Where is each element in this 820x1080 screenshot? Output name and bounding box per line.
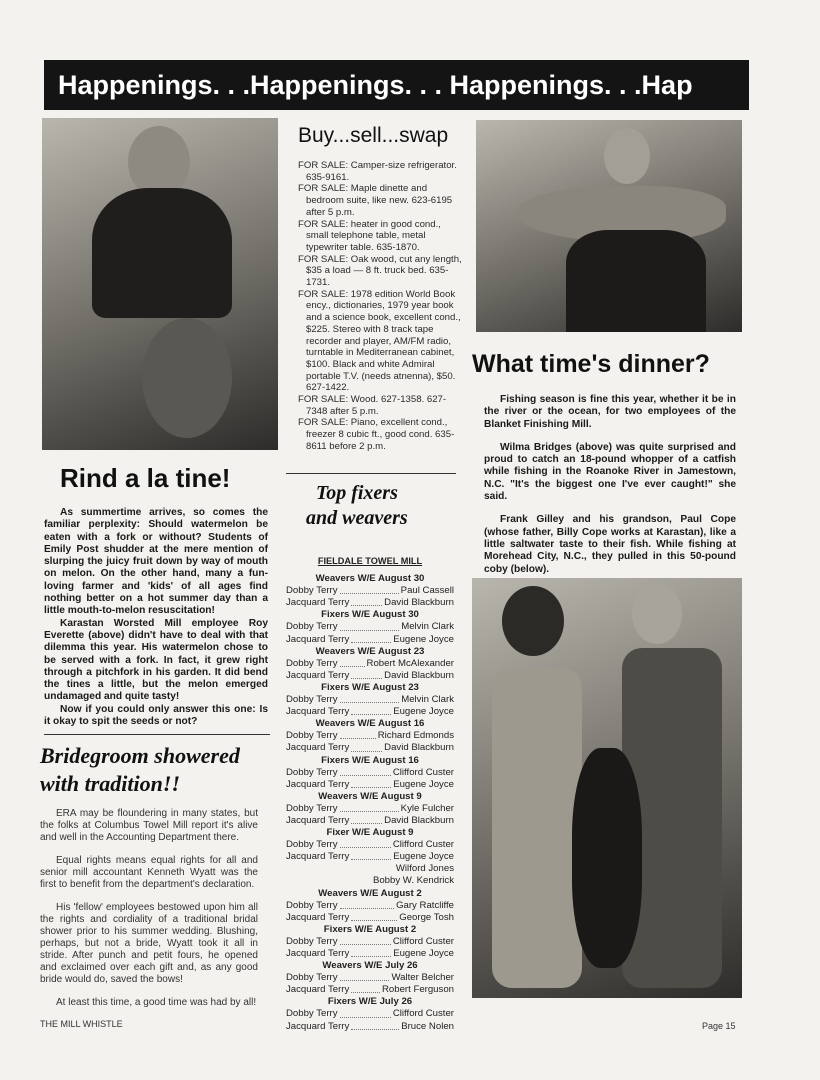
leader-dots — [351, 912, 397, 921]
paragraph: Now if you could only answer this one: Is it okay to spit the seeds or not? — [44, 703, 268, 728]
listing-item: FOR SALE: Camper-size refrigerator. 635-9161. — [298, 160, 457, 183]
employee-name: Clifford Custer — [392, 935, 454, 947]
leader-dots — [340, 839, 391, 848]
loom-type: Dobby Terry — [286, 694, 338, 706]
listing-item: FOR SALE: Wood. 627-1358. 627-7348 after 5 p.m. — [298, 394, 447, 417]
employee-name: George Tosh — [399, 911, 454, 923]
employee-name: David Blackburn — [384, 669, 454, 681]
group-heading: Fixers W/E August 2 — [323, 923, 417, 935]
group-heading: Fixers W/E August 16 — [321, 754, 419, 766]
fixer-row — [286, 694, 454, 706]
dinner-article — [484, 394, 736, 587]
loom-type: Dobby Terry — [286, 802, 338, 814]
group-heading: Weavers W/E July 26 — [322, 960, 418, 972]
fixers-title — [306, 481, 408, 531]
leader-dots — [340, 972, 390, 981]
employee-name: Eugene Joyce — [393, 633, 454, 645]
group-heading: Fixers W/E July 26 — [327, 996, 413, 1008]
employee-name: Gary Ratcliffe — [396, 899, 454, 911]
fixer-row — [286, 912, 454, 924]
loom-type: Dobby Terry — [286, 1008, 338, 1020]
leader-dots — [351, 742, 382, 751]
employee-name: Eugene Joyce — [393, 778, 454, 790]
footer-page-number: Page 15 — [702, 1021, 736, 1031]
fixer-row — [286, 803, 454, 815]
leader-dots — [340, 900, 395, 909]
employee-name: David Blackburn — [384, 597, 454, 609]
loom-type: Jacquard Terry — [286, 597, 350, 609]
rind-article — [44, 507, 268, 728]
mill-name: FIELDALE TOWEL MILL — [317, 556, 423, 566]
leader-dots — [340, 936, 391, 945]
leader-dots — [351, 597, 382, 606]
employee-name: Bruce Nolen — [401, 1020, 454, 1032]
loom-type: Dobby Terry — [286, 972, 338, 984]
group-heading: Fixers W/E August 23 — [321, 681, 419, 693]
listing-item: FOR SALE: Oak wood, cut any length, $35 a load — 8 ft. truck bed. 635-1731. — [298, 253, 462, 289]
listing-item: FOR SALE: Maple dinette and bedroom suite, like new. 623-6195 after 5 p.m. — [298, 183, 453, 218]
footer-publication: THE MILL WHISTLE — [40, 1019, 123, 1029]
leader-dots — [340, 694, 400, 703]
loom-type: Jacquard Terry — [286, 911, 350, 923]
paragraph: ERA may be floundering in many states, but the folks at Columbus Towel Mill report it's alive and well in the Accounting Department there. — [40, 808, 258, 843]
group-heading: Weavers W/E August 2 — [318, 887, 422, 899]
paragraph: As summertime arrives, so comes the familiar perplexity: Should watermelon be eaten with a fork or without? Students of Emily Post shudder at the mere mention of slurping the juicy fruit down by way of mouth on melon. On the other hand, many a fun-loving farmer and 'kids' of all ages find nothing better on a hot summer day than a little mouth-to-melon resuscitation! — [44, 507, 268, 617]
employee-name: Walter Belcher — [391, 972, 454, 984]
employee-name: Wilford Jones — [395, 863, 454, 875]
loom-type: Jacquard Terry — [286, 814, 350, 826]
leader-dots — [351, 984, 380, 993]
loom-type: Jacquard Terry — [286, 706, 350, 718]
bridegroom-title-line2: with tradition!! — [40, 771, 181, 796]
bridegroom-article — [40, 808, 258, 1020]
divider — [286, 473, 456, 474]
fixer-row — [286, 585, 454, 597]
listing-item: FOR SALE: Piano, excellent cond., freezer 8 cubic ft., good cond. 635-8611 before 2 p.m. — [298, 417, 455, 452]
fixer-row — [286, 815, 454, 827]
loom-type: Jacquard Terry — [286, 948, 350, 959]
leader-dots — [351, 670, 382, 679]
leader-dots — [340, 585, 399, 594]
fixer-row — [286, 851, 454, 863]
fixer-row — [286, 900, 454, 912]
group-heading: Weavers W/E August 23 — [315, 645, 425, 657]
loom-type: Dobby Terry — [286, 585, 338, 597]
leader-dots — [351, 948, 391, 957]
employee-name: Bobby W. Kendrick — [372, 875, 454, 887]
photo-catfish — [476, 120, 742, 332]
employee-name: Melvin Clark — [401, 694, 454, 706]
fixer-row — [286, 839, 454, 851]
paragraph: Karastan Worsted Mill employee Roy Everette (above) didn't have to deal with that dilemma this year. His watermelon chose to be served with a fork. In fact, it grew right through a pitchfork in his garden. It did bend the tines a little, but the melon emerged undamaged and quite tasty! — [44, 617, 268, 703]
divider — [44, 734, 270, 735]
loom-type: Dobby Terry — [286, 899, 338, 911]
leader-dots — [351, 851, 391, 860]
buysell-title: Buy...sell...swap — [298, 124, 449, 147]
photo-watermelon — [42, 118, 278, 450]
loom-type: Jacquard Terry — [286, 669, 350, 681]
group-heading: Fixers W/E August 30 — [321, 609, 419, 621]
fixers-list — [286, 555, 454, 1033]
employee-name: Eugene Joyce — [393, 706, 454, 718]
employee-name: Eugene Joyce — [393, 948, 454, 959]
loom-type: Jacquard Terry — [286, 633, 350, 645]
fixer-row — [286, 1008, 454, 1020]
fixer-row — [286, 984, 454, 996]
loom-type: Jacquard Terry — [286, 742, 350, 754]
buysell-listing — [298, 160, 464, 453]
loom-type: Jacquard Terry — [286, 778, 350, 790]
loom-type: Dobby Terry — [286, 657, 338, 669]
fixer-row — [286, 1021, 454, 1033]
group-heading: Fixer W/E August 9 — [326, 827, 414, 839]
loom-type: Dobby Terry — [286, 935, 338, 947]
employee-name: Clifford Custer — [392, 1008, 454, 1020]
paragraph: Wilma Bridges (above) was quite surprised and proud to catch an 18-pound whopper of a catfish while fishing in the Roanoke River in Jamestown, N.C. "It's the biggest one I've ever caught!" she said. — [484, 441, 736, 503]
employee-name: Kyle Fulcher — [400, 802, 454, 814]
fixer-row — [286, 658, 454, 670]
fixer-row — [286, 972, 454, 984]
paragraph: His 'fellow' employees bestowed upon him all the rights and cordiality of a traditional bridal shower prior to his summer wedding. Blushing, perhaps, but not a bride, Wyatt took it all in stride. After punch and petit fours, he opened and exclaimed over each gift and, as any good bride would do, saved the bows! — [40, 902, 258, 985]
photo-coby — [472, 578, 742, 998]
paragraph: Fishing season is fine this year, whether it be in the river or the ocean, for two employees of the Blanket Finishing Mill. — [484, 394, 736, 430]
leader-dots — [340, 1008, 391, 1017]
leader-dots — [351, 815, 382, 824]
group-heading: Weavers W/E August 16 — [315, 718, 425, 730]
paragraph: At least this time, a good time was had by all! — [56, 997, 257, 1008]
leader-dots — [351, 706, 391, 715]
leader-dots — [340, 803, 399, 812]
fixer-row — [286, 730, 454, 742]
fixer-row — [286, 779, 454, 791]
fixer-row — [286, 936, 454, 948]
loom-type: Dobby Terry — [286, 766, 338, 778]
employee-name: Robert McAlexander — [366, 657, 454, 669]
loom-type: Jacquard Terry — [286, 851, 350, 863]
loom-type: Dobby Terry — [286, 730, 338, 742]
employee-name: Clifford Custer — [392, 766, 454, 778]
fixers-title-line2: and weavers — [306, 507, 408, 529]
dinner-title: What time's dinner? — [472, 350, 710, 378]
leader-dots — [351, 634, 391, 643]
leader-dots — [340, 767, 391, 776]
employee-name: Melvin Clark — [401, 621, 454, 633]
leader-dots — [340, 621, 400, 630]
leader-dots — [351, 779, 391, 788]
employee-name: Paul Cassell — [400, 585, 454, 597]
listing-item: FOR SALE: heater in good cond., small telephone table, metal typewriter table. 635-1870. — [298, 218, 441, 253]
paragraph: Equal rights means equal rights for all and senior mill accountant Kenneth Wyatt was the first to benefit from the department's declaration. — [40, 855, 258, 890]
bridegroom-title — [40, 742, 240, 798]
rind-title: Rind a la tine! — [60, 463, 231, 493]
listing-item: FOR SALE: 1978 edition World Book ency., dictionaries, 1979 year book and a science book, excellent cond., $225. Stereo with 8 track tape recorder and player, AM/FM radio, turntable in Mediterranean cabinet, $100. Black and white Admiral portable T.V. (needs atnenna), $50. 627-1422. — [298, 288, 461, 394]
employee-name: Richard Edmonds — [377, 730, 454, 742]
fixer-row — [286, 597, 454, 609]
fixer-row — [286, 706, 454, 718]
group-heading: Weavers W/E August 30 — [315, 573, 425, 585]
paragraph: Frank Gilley and his grandson, Paul Cope (whose father, Billy Cope works at Karastan), like a little saltwater taste to their fish. While fishing at Morehead City, N.C., they pulled in this 50-pound coby (below). — [484, 514, 736, 575]
fixer-row — [286, 621, 454, 633]
leader-dots — [340, 730, 376, 739]
fixer-row — [286, 948, 454, 960]
fixers-title-line1: Top fixers — [315, 482, 398, 504]
employee-name: Clifford Custer — [392, 839, 454, 851]
loom-type: Dobby Terry — [286, 621, 338, 633]
group-heading: Weavers W/E August 9 — [318, 790, 422, 802]
loom-type: Jacquard Terry — [286, 1020, 350, 1032]
fixer-row — [286, 670, 454, 682]
employee-name: David Blackburn — [384, 814, 454, 826]
leader-dots — [351, 1021, 399, 1030]
bridegroom-title-line1: Bridegroom showered — [40, 743, 240, 768]
fixer-row — [286, 742, 454, 754]
loom-type: Dobby Terry — [286, 839, 338, 851]
page-banner: Happenings. . .Happenings. . . Happenings. . .Hap — [44, 60, 749, 110]
employee-name: Eugene Joyce — [393, 851, 454, 863]
employee-name: Robert Ferguson — [382, 984, 454, 996]
fixer-row — [286, 634, 454, 646]
loom-type: Jacquard Terry — [286, 984, 350, 996]
fixer-row — [286, 767, 454, 779]
leader-dots — [340, 658, 365, 667]
employee-name: David Blackburn — [384, 742, 454, 754]
